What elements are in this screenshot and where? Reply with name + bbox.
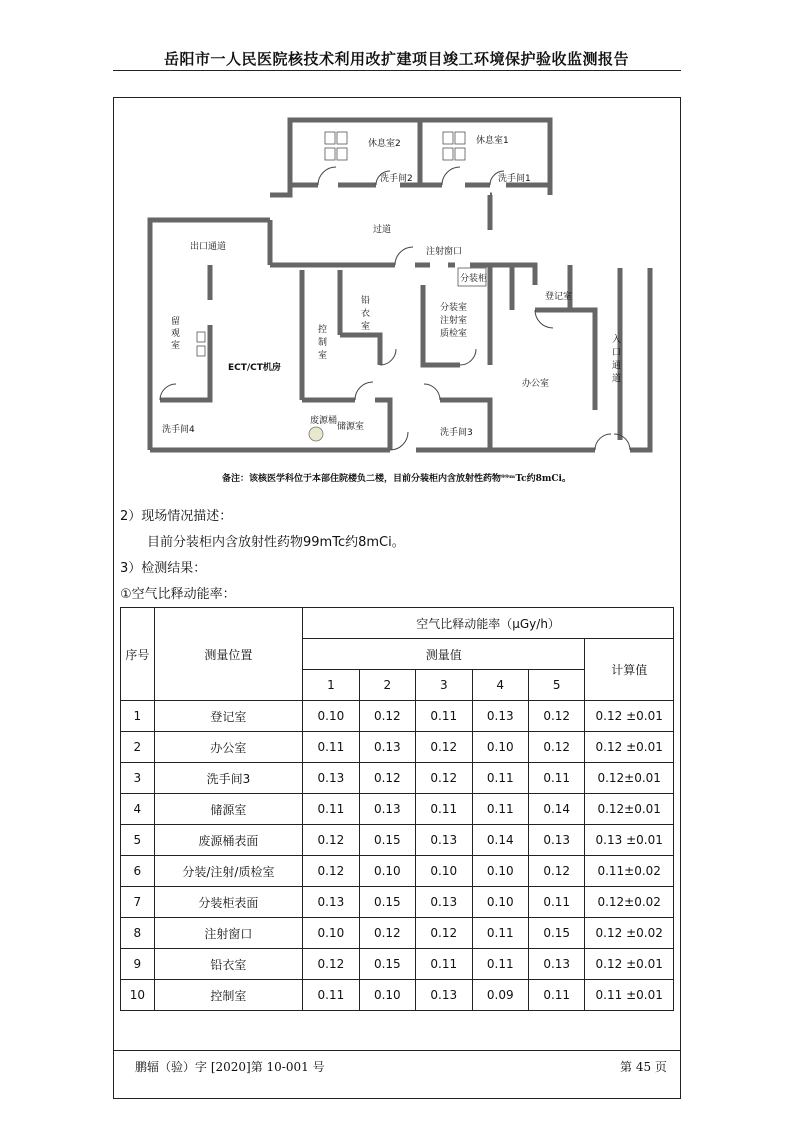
room-wash1: 洗手间1 <box>498 174 531 184</box>
section-3-subtitle: ①空气比释动能率： <box>120 587 236 602</box>
room-lead-3: 室 <box>361 322 371 332</box>
room-rest2: 休息室2 <box>368 139 401 149</box>
room-rest1: 休息室1 <box>476 136 509 146</box>
cell-position: 分装/注射/质检室 <box>154 856 303 887</box>
room-cabinet: 分装柜 <box>460 274 488 284</box>
header-group: 空气比释动能率（μGy/h） <box>303 608 674 639</box>
table-row <box>121 856 674 887</box>
room-lead-2: 衣 <box>361 309 371 319</box>
footer-page-number: 第 45 页 <box>620 1060 667 1074</box>
cell-value: 0.10 <box>359 856 415 887</box>
cell-value: 0.11 <box>472 763 528 794</box>
cell-value: 0.11 <box>472 918 528 949</box>
cell-calc: 0.12 ±0.01 <box>585 949 674 980</box>
cell-seq: 10 <box>121 980 155 1011</box>
header-rule <box>113 70 681 71</box>
cell-calc: 0.12±0.01 <box>585 794 674 825</box>
cell-value: 0.10 <box>472 887 528 918</box>
cell-value: 0.12 <box>528 732 584 763</box>
cell-position: 铅衣室 <box>154 949 303 980</box>
header-col-1: 1 <box>303 670 359 701</box>
cell-value: 0.12 <box>359 918 415 949</box>
room-entrance-3: 通 <box>612 361 622 371</box>
room-registry: 登记室 <box>545 292 573 302</box>
cell-calc: 0.12 ±0.02 <box>585 918 674 949</box>
footer-rule <box>113 1050 681 1051</box>
cell-calc: 0.13 ±0.01 <box>585 825 674 856</box>
cell-value: 0.12 <box>416 763 472 794</box>
cell-position: 废源桶表面 <box>154 825 303 856</box>
header-col-4: 4 <box>472 670 528 701</box>
cell-value: 0.13 <box>359 794 415 825</box>
cell-seq: 5 <box>121 825 155 856</box>
cell-value: 0.15 <box>359 825 415 856</box>
table-row <box>121 825 674 856</box>
cell-value: 0.11 <box>303 794 359 825</box>
header-measured: 测量值 <box>303 639 585 670</box>
cell-value: 0.10 <box>303 701 359 732</box>
cell-value: 0.12 <box>359 701 415 732</box>
cell-value: 0.14 <box>528 794 584 825</box>
header-position: 测量位置 <box>154 608 303 701</box>
cell-value: 0.12 <box>416 918 472 949</box>
cell-seq: 2 <box>121 732 155 763</box>
header-calc: 计算值 <box>585 639 674 701</box>
room-entrance-4: 道 <box>612 374 622 384</box>
cell-value: 0.10 <box>416 856 472 887</box>
cell-calc: 0.12±0.01 <box>585 763 674 794</box>
cell-value: 0.11 <box>416 701 472 732</box>
room-exit: 出口通道 <box>190 242 227 252</box>
cell-position: 储源室 <box>154 794 303 825</box>
room-waste: 废源桶 <box>310 416 338 426</box>
cell-seq: 1 <box>121 701 155 732</box>
cell-position: 分装柜表面 <box>154 887 303 918</box>
room-dispense-3: 质检室 <box>440 329 468 339</box>
cell-value: 0.13 <box>472 701 528 732</box>
table-row <box>121 701 674 732</box>
cell-value: 0.12 <box>359 763 415 794</box>
room-lead-1: 铅 <box>361 296 371 306</box>
header-col-5: 5 <box>528 670 584 701</box>
room-wash4: 洗手间4 <box>162 425 195 435</box>
room-wash3: 洗手间3 <box>440 428 473 438</box>
cell-value: 0.11 <box>528 887 584 918</box>
cell-value: 0.11 <box>528 763 584 794</box>
floorplan-note: 备注：该核医学科位于本部住院楼负二楼，目前分装柜内含放射性药物⁹⁹ᵐTc约8mCi。 <box>222 474 571 484</box>
room-control-1: 控 <box>318 325 328 335</box>
cell-value: 0.12 <box>416 732 472 763</box>
cell-value: 0.10 <box>303 918 359 949</box>
table-row <box>121 918 674 949</box>
header-col-2: 2 <box>359 670 415 701</box>
table-row <box>121 763 674 794</box>
cell-position: 办公室 <box>154 732 303 763</box>
room-entrance-2: 口 <box>612 348 622 358</box>
cell-value: 0.11 <box>416 949 472 980</box>
cell-value: 0.13 <box>359 732 415 763</box>
cell-value: 0.13 <box>528 949 584 980</box>
header-seq: 序号 <box>121 608 155 701</box>
cell-value: 0.11 <box>472 794 528 825</box>
room-dispense-1: 分装室 <box>440 303 468 313</box>
room-storage: 储源室 <box>337 422 365 432</box>
cell-calc: 0.12 ±0.01 <box>585 701 674 732</box>
cell-value: 0.12 <box>303 856 359 887</box>
footer-report-number: 鹏辐（验）字 [2020]第 10-001 号 <box>135 1060 325 1074</box>
room-control-3: 室 <box>318 351 328 361</box>
table-row <box>121 980 674 1011</box>
cell-value: 0.10 <box>472 856 528 887</box>
room-entrance-1: 入 <box>612 335 622 345</box>
cell-value: 0.15 <box>359 949 415 980</box>
cell-value: 0.12 <box>528 701 584 732</box>
section-2-text: 目前分装柜内含放射性药物99mTc约8mCi。 <box>147 535 405 550</box>
cell-calc: 0.11 ±0.01 <box>585 980 674 1011</box>
room-injection-window: 注射窗口 <box>426 247 463 257</box>
table-row <box>121 794 674 825</box>
table-body <box>121 701 674 1011</box>
cell-seq: 7 <box>121 887 155 918</box>
header-col-3: 3 <box>416 670 472 701</box>
section-2-title: 2）现场情况描述： <box>120 509 233 524</box>
cell-value: 0.13 <box>303 887 359 918</box>
cell-value: 0.11 <box>416 794 472 825</box>
room-control-2: 制 <box>318 338 328 348</box>
measurement-table <box>120 607 674 1011</box>
cell-seq: 8 <box>121 918 155 949</box>
cell-value: 0.15 <box>528 918 584 949</box>
report-title: 岳阳市一人民医院核技术利用改扩建项目竣工环境保护验收监测报告 <box>163 50 629 68</box>
cell-seq: 4 <box>121 794 155 825</box>
cell-value: 0.12 <box>528 856 584 887</box>
room-retention-1: 留 <box>171 317 181 327</box>
cell-value: 0.13 <box>416 825 472 856</box>
table-row <box>121 732 674 763</box>
table-row <box>121 949 674 980</box>
cell-seq: 3 <box>121 763 155 794</box>
cell-value: 0.09 <box>472 980 528 1011</box>
cell-value: 0.13 <box>303 763 359 794</box>
section-3-title: 3）检测结果： <box>120 561 207 576</box>
cell-position: 注射窗口 <box>154 918 303 949</box>
cell-value: 0.11 <box>528 980 584 1011</box>
cell-seq: 6 <box>121 856 155 887</box>
cell-calc: 0.12 ±0.01 <box>585 732 674 763</box>
room-retention-3: 室 <box>171 341 181 351</box>
cell-value: 0.13 <box>416 887 472 918</box>
cell-value: 0.13 <box>416 980 472 1011</box>
table-row <box>121 887 674 918</box>
cell-value: 0.14 <box>472 825 528 856</box>
cell-value: 0.12 <box>303 825 359 856</box>
cell-value: 0.15 <box>359 887 415 918</box>
cell-position: 控制室 <box>154 980 303 1011</box>
cell-position: 登记室 <box>154 701 303 732</box>
room-corridor: 过道 <box>373 225 392 235</box>
cell-value: 0.10 <box>359 980 415 1011</box>
cell-seq: 9 <box>121 949 155 980</box>
cell-calc: 0.11±0.02 <box>585 856 674 887</box>
room-retention-2: 观 <box>171 329 181 339</box>
room-office: 办公室 <box>522 379 550 389</box>
cell-value: 0.12 <box>303 949 359 980</box>
cell-value: 0.11 <box>472 949 528 980</box>
room-dispense-2: 注射室 <box>440 316 468 326</box>
room-wash2: 洗手间2 <box>380 174 413 184</box>
cell-value: 0.10 <box>472 732 528 763</box>
cell-position: 洗手间3 <box>154 763 303 794</box>
cell-value: 0.13 <box>528 825 584 856</box>
floor-plan <box>140 110 660 465</box>
cell-calc: 0.12±0.02 <box>585 887 674 918</box>
cell-value: 0.11 <box>303 980 359 1011</box>
room-ect: ECT/CT机房 <box>228 363 281 373</box>
cell-value: 0.11 <box>303 732 359 763</box>
